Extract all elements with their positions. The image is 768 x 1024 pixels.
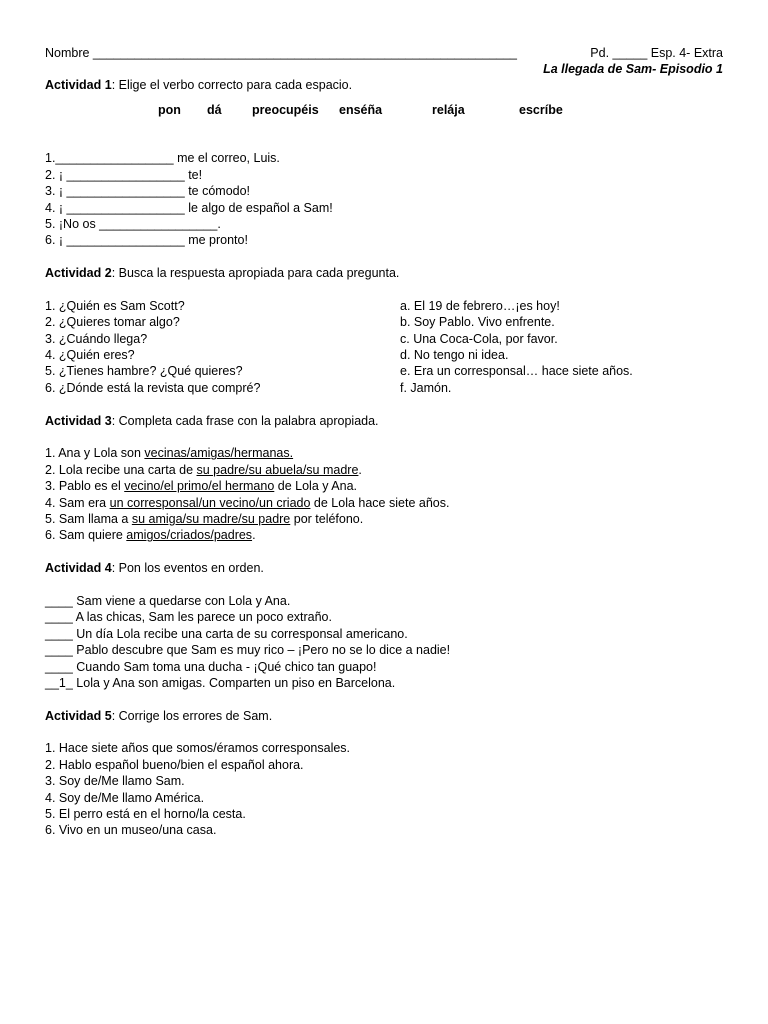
activity-5-item: 4. Soy de/Me llamo América. bbox=[45, 790, 205, 805]
activity-2-heading bbox=[45, 265, 725, 281]
options: amigos/criados/padres bbox=[126, 528, 253, 543]
activity-1-title: Actividad 1 bbox=[45, 78, 112, 92]
activity-3-instructions: : Completa cada frase con la palabra apropiada. bbox=[111, 413, 379, 428]
answer: a. El 19 de febrero…¡es hoy! bbox=[400, 298, 560, 313]
activity-4-item: ____ Pablo descubre que Sam es muy rico – ¡Pero no se lo dice a nadie! bbox=[45, 643, 451, 658]
activity-5-title: Actividad 5 bbox=[45, 708, 112, 723]
activity-5-item: 5. El perro está en el horno/la cesta. bbox=[45, 807, 246, 822]
options: un corresponsal/un vecino/un criado bbox=[109, 495, 311, 510]
activity-3-item: 3. Pablo es el vecino/el primo/el hermano de Lola y Ana. bbox=[45, 479, 357, 494]
activity-5-instructions: : Corrige los errores de Sam. bbox=[111, 708, 273, 723]
header-row bbox=[45, 45, 725, 61]
word-bank-item: enséña bbox=[339, 103, 383, 118]
options: su amiga/su madre/su padre bbox=[131, 511, 291, 526]
order-number: __1_ bbox=[45, 675, 73, 690]
answer: c. Una Coca-Cola, por favor. bbox=[400, 331, 558, 346]
word-bank-item: escríbe bbox=[519, 103, 563, 118]
activity-1-item: 4. ¡ _________________ le algo de español a Sam! bbox=[45, 200, 333, 215]
question: 2. ¿Quieres tomar algo? bbox=[45, 315, 180, 330]
activity-1-item: 3. ¡ _________________ te cómodo! bbox=[45, 184, 251, 199]
word-bank-item: pon bbox=[158, 103, 181, 118]
activity-4-title: Actividad 4 bbox=[45, 561, 112, 576]
activity-4-item: ____ Cuando Sam toma una ducha - ¡Qué chico tan guapo! bbox=[45, 659, 377, 674]
activity-3-item: 6. Sam quiere amigos/criados/padres. bbox=[45, 528, 256, 543]
activity-5-item: 3. Soy de/Me llamo Sam. bbox=[45, 774, 185, 789]
options: vecino/el primo/el hermano bbox=[124, 479, 275, 494]
answer: b. Soy Pablo. Vivo enfrente. bbox=[400, 315, 555, 330]
activity-1-item: 2. ¡ _________________ te! bbox=[45, 167, 203, 182]
activity-3-item: 4. Sam era un corresponsal/un vecino/un criado de Lola hace siete años. bbox=[45, 495, 450, 510]
activity-4-item: ____ Sam viene a quedarse con Lola y Ana. bbox=[45, 593, 291, 608]
question: 5. ¿Tienes hambre? ¿Qué quieres? bbox=[45, 364, 243, 379]
options: su padre/su abuela/su madre bbox=[196, 462, 359, 477]
activity-1-item: 1._________________ me el correo, Luis. bbox=[45, 151, 280, 166]
activity-1-item: 6. ¡ _________________ me pronto! bbox=[45, 233, 248, 248]
activity-5-item: 6. Vivo en un museo/una casa. bbox=[45, 823, 217, 838]
activity-2-title: Actividad 2 bbox=[45, 266, 112, 281]
activity-3-title: Actividad 3 bbox=[45, 413, 112, 428]
activity-4-item: __1_ Lola y Ana son amigas. Comparten un piso en Barcelona. bbox=[45, 675, 396, 690]
activity-4-item: ____ A las chicas, Sam les parece un poco extraño. bbox=[45, 610, 332, 625]
activity-5-item: 1. Hace siete años que somos/éramos corresponsales. bbox=[45, 741, 351, 756]
question: 3. ¿Cuándo llega? bbox=[45, 331, 148, 346]
word-bank-item: relája bbox=[432, 103, 465, 118]
period-course: Pd. _____ Esp. 4- Extra bbox=[590, 46, 723, 60]
word-bank-item: preocupéis bbox=[252, 103, 319, 118]
word-bank bbox=[45, 102, 725, 118]
activity-5-heading bbox=[45, 708, 725, 724]
episode-title: La llegada de Sam- Episodio 1 bbox=[543, 62, 723, 76]
answer: f. Jamón. bbox=[400, 380, 452, 395]
question: 4. ¿Quién eres? bbox=[45, 348, 135, 363]
question: 1. ¿Quién es Sam Scott? bbox=[45, 298, 185, 313]
activity-3-item: 2. Lola recibe una carta de su padre/su abuela/su madre. bbox=[45, 462, 362, 477]
answer: e. Era un corresponsal… hace siete años. bbox=[400, 364, 633, 379]
word-bank-item: dá bbox=[207, 103, 222, 118]
activity-1-instructions: : Elige el verbo correcto para cada espacio. bbox=[111, 78, 353, 92]
activity-4-instructions: : Pon los eventos en orden. bbox=[111, 561, 264, 576]
question: 6. ¿Dónde está la revista que compré? bbox=[45, 380, 261, 395]
nombre-line: Nombre _____________________________________________________________ bbox=[45, 46, 517, 60]
activity-3-item: 5. Sam llama a su amiga/su madre/su padre por teléfono. bbox=[45, 511, 364, 526]
activity-4-heading bbox=[45, 560, 725, 576]
activity-1-heading bbox=[45, 77, 725, 93]
activity-5-item: 2. Hablo español bueno/bien el español ahora. bbox=[45, 757, 304, 772]
activity-3-heading bbox=[45, 413, 725, 429]
activity-2-instructions: : Busca la respuesta apropiada para cada pregunta. bbox=[111, 266, 400, 281]
worksheet bbox=[45, 45, 725, 839]
activity-3-item: 1. Ana y Lola son vecinas/amigas/hermanas. bbox=[45, 446, 294, 461]
answer: d. No tengo ni idea. bbox=[400, 348, 509, 363]
activity-2-matching bbox=[45, 298, 725, 396]
activity-4-item: ____ Un día Lola recibe una carta de su corresponsal americano. bbox=[45, 626, 408, 641]
options: vecinas/amigas/hermanas. bbox=[144, 446, 294, 461]
activity-1-item: 5. ¡No os _________________. bbox=[45, 216, 221, 231]
